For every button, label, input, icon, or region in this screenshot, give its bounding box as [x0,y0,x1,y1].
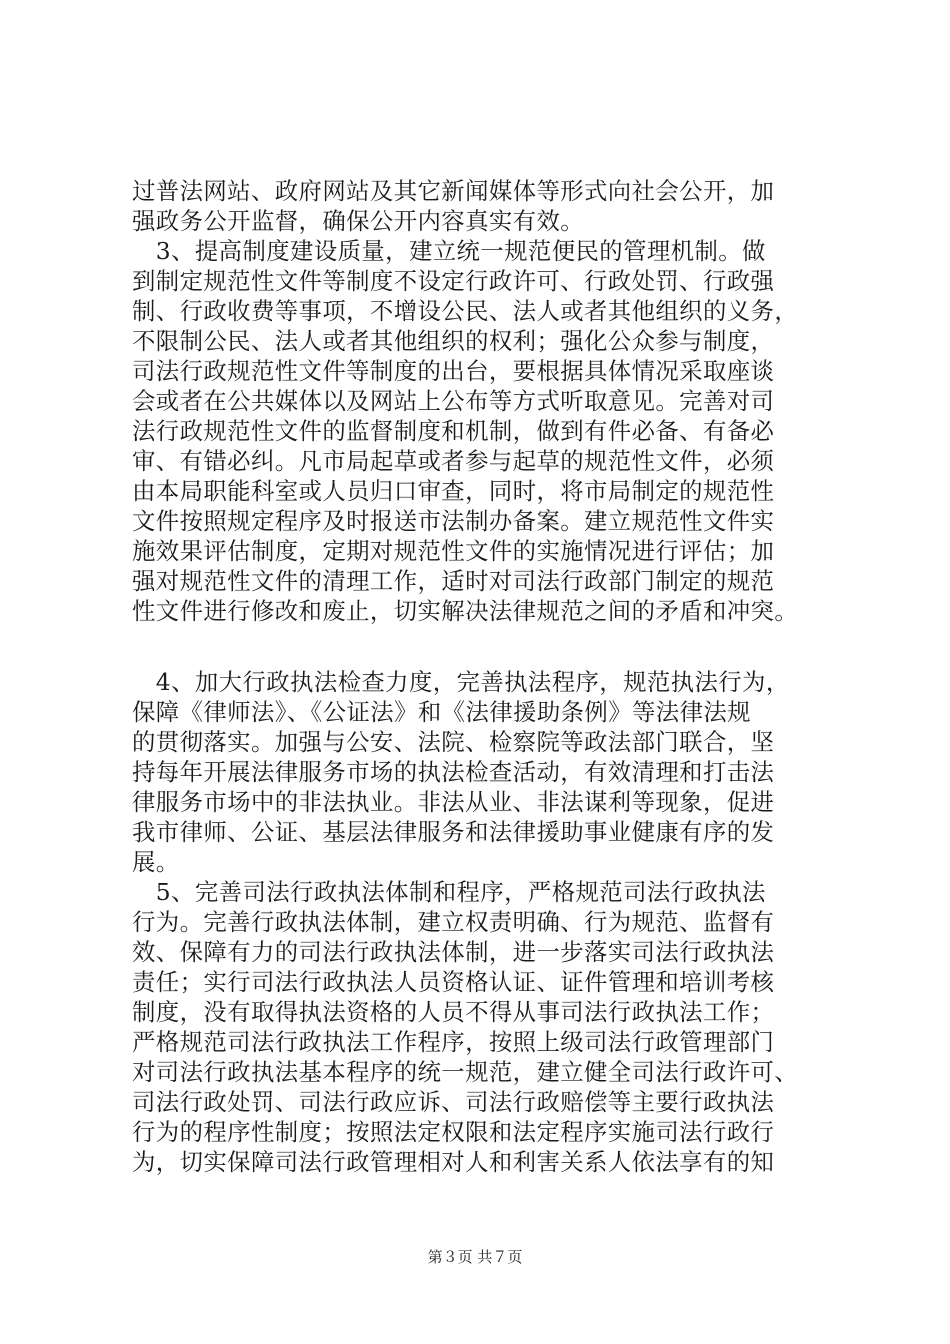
text-line: 强政务公开监督，确保公开内容真实有效。 [132,207,585,235]
text-line: 施效果评估制度，定期对规范性文件的实施情况进行评估；加 [132,537,775,565]
text-line: 行为。完善行政执法体制，建立权责明确、行为规范、监督有 [132,908,775,936]
text-line: 制度，没有取得执法资格的人员不得从事司法行政执法工作； [132,998,775,1026]
text-line: 审、有错必纠。凡市局起草或者参与起草的规范性文件，必须 [132,447,775,475]
text-line: 的贯彻落实。加强与公安、法院、检察院等政法部门联合，坚 [132,728,775,756]
text-line: 司法行政规范性文件等制度的出台，要根据具体情况采取座谈 [132,357,775,385]
text-line: 保障《律师法》、《公证法》和《法律援助条例》等法律法规 [132,698,751,726]
text-line: 不限制公民、法人或者其他组织的权利；强化公众参与制度， [132,327,775,355]
text-line: 文件按照规定程序及时报送市法制办备案。建立规范性文件实 [132,507,775,535]
text-line: 5、完善司法行政执法体制和程序，严格规范司法行政执法 [132,878,766,906]
text-line: 展。 [132,848,180,876]
text-line: 强对规范性文件的清理工作，适时对司法行政部门制定的规范 [132,567,775,595]
text-line: 制、行政收费等事项，不增设公民、法人或者其他组织的义务， [132,297,799,325]
text-line: 法行政规范性文件的监督制度和机制，做到有件必备、有备必 [132,417,775,445]
text-line: 律服务市场中的非法执业。非法从业、非法谋利等现象，促进 [132,788,775,816]
text-line: 过普法网站、政府网站及其它新闻媒体等形式向社会公开，加 [132,177,775,205]
text-line: 会或者在公共媒体以及网站上公布等方式听取意见。完善对司 [132,387,775,415]
text-line: 行为的程序性制度；按照法定权限和法定程序实施司法行政行 [132,1118,775,1146]
text-line: 由本局职能科室或人员归口审查，同时，将市局制定的规范性 [132,477,775,505]
text-line: 对司法行政执法基本程序的统一规范，建立健全司法行政许可、 [132,1058,799,1086]
text-line: 到制定规范性文件等制度不设定行政许可、行政处罚、行政强 [132,267,775,295]
text-line: 持每年开展法律服务市场的执法检查活动，有效清理和打击法 [132,758,775,786]
text-line: 4、加大行政执法检查力度，完善执法程序，规范执法行为， [132,668,790,696]
page-number-footer: 第３页 共７页 [427,1248,523,1266]
text-line: 性文件进行修改和废止，切实解决法律规范之间的矛盾和冲突。 [132,597,799,625]
text-line: 严格规范司法行政执法工作程序，按照上级司法行政管理部门 [132,1028,775,1056]
text-line: 效、保障有力的司法行政执法体制，进一步落实司法行政执法 [132,938,775,966]
text-line: 为，切实保障司法行政管理相对人和利害关系人依法享有的知 [132,1148,775,1176]
text-line: 司法行政处罚、司法行政应诉、司法行政赔偿等主要行政执法 [132,1088,775,1116]
text-line: 责任；实行司法行政执法人员资格认证、证件管理和培训考核 [132,968,775,996]
text-line: 我市律师、公证、基层法律服务和法律援助事业健康有序的发 [132,818,775,846]
text-line: 3、提高制度建设质量，建立统一规范便民的管理机制。做 [132,237,766,265]
